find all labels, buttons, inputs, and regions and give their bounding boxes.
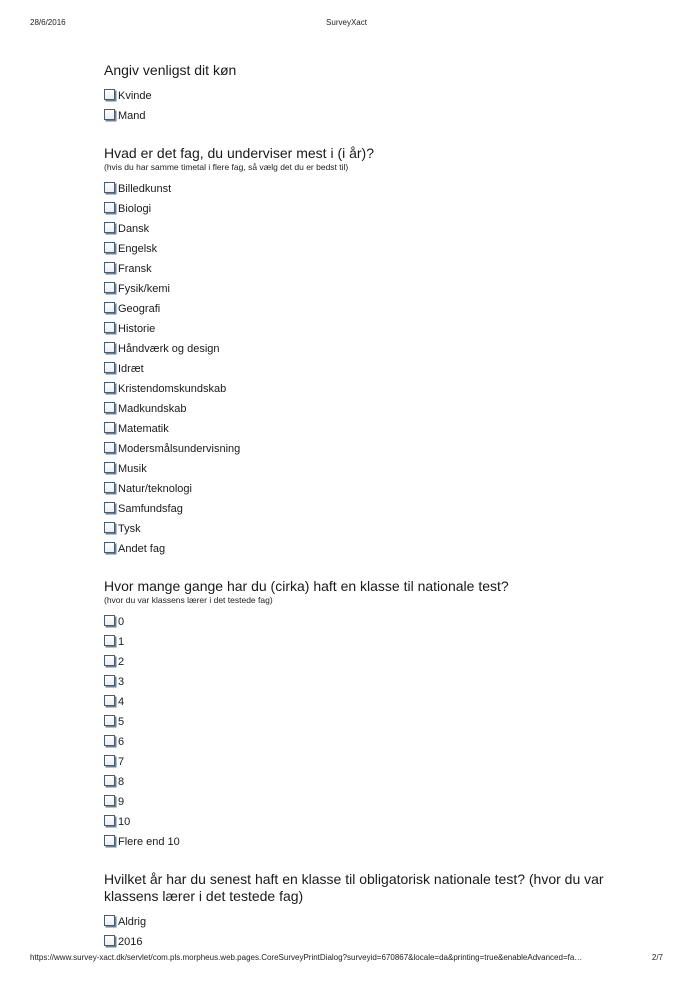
- checkbox-icon[interactable]: [104, 655, 115, 666]
- question-title: Hvilket år har du senest haft en klasse til obligatorisk nationale test? (hvor du var klassens lærer i det testede fag): [104, 871, 604, 904]
- option-row[interactable]: [104, 769, 624, 789]
- option-row[interactable]: [104, 196, 624, 216]
- question-title: Angiv venligst dit køn: [104, 62, 237, 78]
- page-number: 2/7: [651, 953, 663, 962]
- option-row[interactable]: [104, 516, 624, 536]
- print-title: SurveyXact: [326, 18, 367, 27]
- question-block: [104, 578, 624, 849]
- question-block: [104, 62, 624, 123]
- option-label: 5: [118, 716, 125, 728]
- option-row[interactable]: [104, 689, 624, 709]
- option-row[interactable]: [104, 216, 624, 236]
- option-row[interactable]: [104, 276, 624, 296]
- option-label: Andet fag: [118, 543, 166, 555]
- option-label: Geografi: [118, 303, 161, 315]
- checkbox-icon[interactable]: [104, 322, 115, 333]
- checkbox-icon[interactable]: [104, 715, 115, 726]
- option-label: Engelsk: [118, 243, 158, 255]
- question-hint: (hvis du har samme timetal i flere fag, så vælg det du er bedst til): [104, 162, 349, 172]
- checkbox-icon[interactable]: [104, 775, 115, 786]
- survey-content: [104, 62, 624, 949]
- option-row[interactable]: [104, 256, 624, 276]
- option-label: 10: [118, 816, 131, 828]
- option-row[interactable]: [104, 749, 624, 769]
- option-row[interactable]: [104, 236, 624, 256]
- option-row[interactable]: [104, 809, 624, 829]
- option-label: Håndværk og design: [118, 343, 220, 355]
- option-row[interactable]: [104, 829, 624, 849]
- option-label: Tysk: [118, 523, 141, 535]
- option-label: Idræt: [118, 363, 144, 375]
- option-row[interactable]: [104, 103, 624, 123]
- checkbox-icon[interactable]: [104, 282, 115, 293]
- checkbox-icon[interactable]: [104, 835, 115, 846]
- option-label: 2: [118, 656, 125, 668]
- option-row[interactable]: [104, 929, 624, 949]
- question-title: Hvad er det fag, du underviser mest i (i år)?: [104, 145, 375, 161]
- option-label: 6: [118, 736, 125, 748]
- checkbox-icon[interactable]: [104, 462, 115, 473]
- option-row[interactable]: [104, 83, 624, 103]
- checkbox-icon[interactable]: [104, 542, 115, 553]
- page-footer: [0, 953, 693, 967]
- checkbox-icon[interactable]: [104, 262, 115, 273]
- option-row[interactable]: [104, 789, 624, 809]
- options-list: [104, 609, 624, 849]
- option-label: Samfundsfag: [118, 503, 183, 515]
- options-list: [104, 176, 624, 556]
- option-label: Mand: [118, 110, 146, 122]
- checkbox-icon[interactable]: [104, 815, 115, 826]
- option-row[interactable]: [104, 376, 624, 396]
- checkbox-icon[interactable]: [104, 482, 115, 493]
- checkbox-icon[interactable]: [104, 402, 115, 413]
- checkbox-icon[interactable]: [104, 735, 115, 746]
- checkbox-icon[interactable]: [104, 442, 115, 453]
- checkbox-icon[interactable]: [104, 915, 115, 926]
- option-label: 9: [118, 796, 125, 808]
- checkbox-icon[interactable]: [104, 222, 115, 233]
- checkbox-icon[interactable]: [104, 755, 115, 766]
- checkbox-icon[interactable]: [104, 422, 115, 433]
- checkbox-icon[interactable]: [104, 362, 115, 373]
- question-hint: (hvor du var klassens lærer i det testede fag): [104, 595, 273, 605]
- option-label: 4: [118, 696, 125, 708]
- checkbox-icon[interactable]: [104, 695, 115, 706]
- option-row[interactable]: [104, 536, 624, 556]
- option-row[interactable]: [104, 669, 624, 689]
- question-block: [104, 871, 624, 949]
- checkbox-icon[interactable]: [104, 935, 115, 946]
- option-label: Biologi: [118, 203, 152, 215]
- checkbox-icon[interactable]: [104, 635, 115, 646]
- option-row[interactable]: [104, 416, 624, 436]
- checkbox-icon[interactable]: [104, 109, 115, 120]
- options-list: [104, 83, 624, 123]
- question-spacer: [104, 556, 624, 578]
- option-label: 8: [118, 776, 125, 788]
- checkbox-icon[interactable]: [104, 522, 115, 533]
- option-row[interactable]: [104, 729, 624, 749]
- page-header: [0, 18, 693, 32]
- checkbox-icon[interactable]: [104, 182, 115, 193]
- option-row[interactable]: [104, 356, 624, 376]
- option-label: Kvinde: [118, 90, 152, 102]
- question-spacer: [104, 849, 624, 871]
- option-label: 0: [118, 616, 125, 628]
- option-row[interactable]: [104, 296, 624, 316]
- option-row[interactable]: [104, 496, 624, 516]
- option-label: Modersmålsundervisning: [118, 443, 241, 455]
- option-row[interactable]: [104, 909, 624, 929]
- option-label: Billedkunst: [118, 183, 172, 195]
- checkbox-icon[interactable]: [104, 615, 115, 626]
- option-row[interactable]: [104, 396, 624, 416]
- option-row[interactable]: [104, 336, 624, 356]
- option-label: Madkundskab: [118, 403, 187, 415]
- checkbox-icon[interactable]: [104, 502, 115, 513]
- option-label: 1: [118, 636, 125, 648]
- option-label: Dansk: [118, 223, 150, 235]
- option-row[interactable]: [104, 709, 624, 729]
- print-date: 28/6/2016: [30, 18, 66, 27]
- option-label: 3: [118, 676, 125, 688]
- checkbox-icon[interactable]: [104, 242, 115, 253]
- option-label: Aldrig: [118, 916, 147, 928]
- checkbox-icon[interactable]: [104, 342, 115, 353]
- option-row[interactable]: [104, 476, 624, 496]
- options-list: [104, 909, 624, 949]
- checkbox-icon[interactable]: [104, 382, 115, 393]
- question-block: [104, 145, 624, 556]
- checkbox-icon[interactable]: [104, 795, 115, 806]
- question-title: Hvor mange gange har du (cirka) haft en klasse til nationale test?: [104, 578, 509, 594]
- option-label: 2016: [118, 936, 143, 948]
- option-label: Fysik/kemi: [118, 283, 170, 295]
- option-row[interactable]: [104, 629, 624, 649]
- option-row[interactable]: [104, 436, 624, 456]
- option-row[interactable]: [104, 316, 624, 336]
- option-label: Historie: [118, 323, 156, 335]
- option-label: Fransk: [118, 263, 152, 275]
- question-spacer: [104, 123, 624, 145]
- checkbox-icon[interactable]: [104, 89, 115, 100]
- option-label: Flere end 10: [118, 836, 180, 848]
- checkbox-icon[interactable]: [104, 302, 115, 313]
- option-label: Kristendomskundskab: [118, 383, 227, 395]
- option-row[interactable]: [104, 609, 624, 629]
- option-row[interactable]: [104, 649, 624, 669]
- print-url: https://www.survey-xact.dk/servlet/com.pls.morpheus.web.pages.CoreSurveyPrintDialog?surveyid=670867&locale=da&printing=true&enableAdvanced=fa…: [30, 953, 583, 962]
- checkbox-icon[interactable]: [104, 202, 115, 213]
- option-label: 7: [118, 756, 125, 768]
- option-label: Natur/teknologi: [118, 483, 192, 495]
- option-label: Musik: [118, 463, 147, 475]
- option-row[interactable]: [104, 456, 624, 476]
- checkbox-icon[interactable]: [104, 675, 115, 686]
- option-row[interactable]: [104, 176, 624, 196]
- option-label: Matematik: [118, 423, 169, 435]
